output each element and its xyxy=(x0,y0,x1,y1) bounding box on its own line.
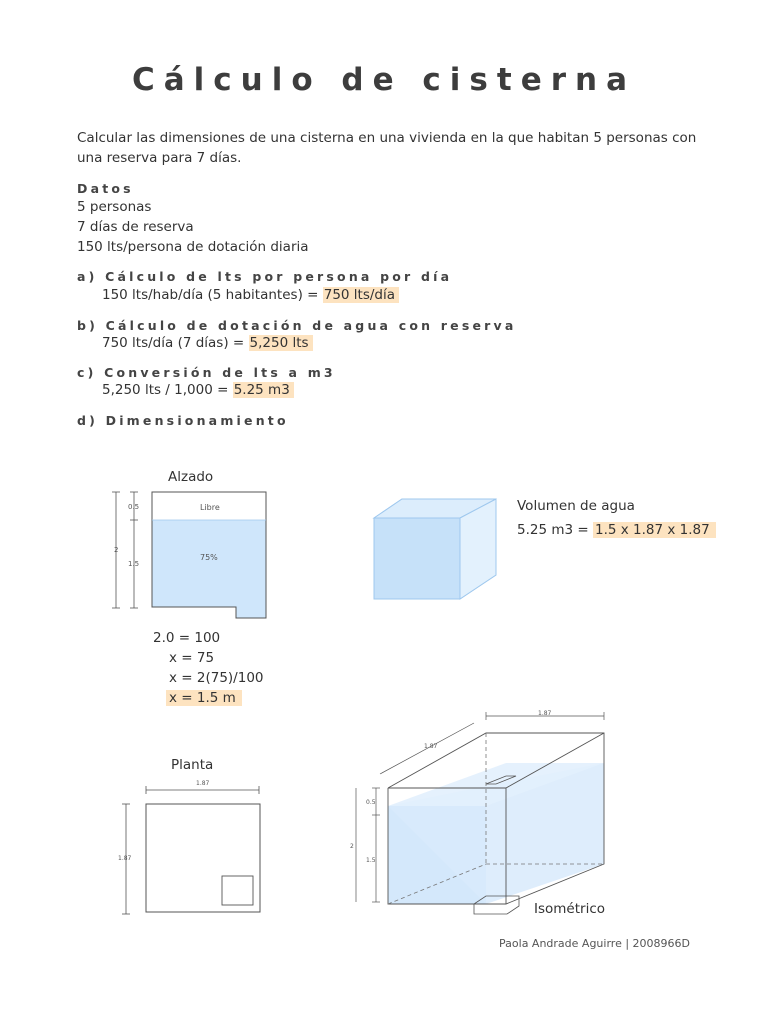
step-b-expr: 750 lts/día (7 días) = xyxy=(102,335,249,351)
alzado-dim-total: 2 xyxy=(114,546,119,554)
alzado-label: Alzado xyxy=(168,469,214,485)
alzado-diagram xyxy=(108,486,278,626)
alzado-water xyxy=(152,520,266,618)
planta-dim-top: 1.87 xyxy=(196,780,210,787)
alzado-pct-label: 75% xyxy=(200,553,218,562)
step-a-heading: a) Cálculo de lts por persona por día xyxy=(77,269,453,284)
planta-registro xyxy=(222,876,253,905)
volumen-expr: 5.25 m3 = xyxy=(517,522,593,538)
step-a-expr: 150 lts/hab/día (5 habitantes) = xyxy=(102,287,323,303)
calc-line-1: 2.0 = 100 xyxy=(153,630,221,646)
iso-dim-top: 1.87 xyxy=(538,710,552,717)
datos-item: 7 días de reserva xyxy=(77,219,194,235)
datos-heading: Datos xyxy=(77,181,134,196)
iso-label: Isométrico xyxy=(534,901,606,917)
iso-dim-total: 2 xyxy=(350,843,354,850)
step-d-heading: d) Dimensionamiento xyxy=(77,413,289,428)
intro-text xyxy=(77,128,696,168)
planta-dim-side: 1.87 xyxy=(118,855,132,862)
step-c-heading: c) Conversión de lts a m3 xyxy=(77,365,336,380)
calc-block xyxy=(153,628,264,708)
footer-author: Paola Andrade Aguirre | 2008966D xyxy=(499,937,690,950)
alzado-libre-label: Libre xyxy=(200,503,220,512)
datos-item: 150 lts/persona de dotación diaria xyxy=(77,239,309,255)
volumen-label: Volumen de agua xyxy=(517,498,635,514)
planta-label: Planta xyxy=(171,757,214,773)
intro-line-2: una reserva para 7 días. xyxy=(77,150,242,166)
calc-result: x = 1.5 m xyxy=(166,690,242,706)
page-title: Cálculo de cisterna xyxy=(131,62,637,98)
intro-line-1: Calcular las dimensiones de una cisterna en una vivienda en la que habitan 5 personas con xyxy=(77,130,697,146)
alzado-dim-top: 0.5 xyxy=(128,503,140,511)
datos-item: 5 personas xyxy=(77,199,152,215)
step-c-result: 5.25 m3 xyxy=(233,382,294,398)
step-a-result: 750 lts/día xyxy=(323,287,399,303)
step-c-expr: 5,250 lts / 1,000 = xyxy=(102,382,233,398)
alzado-dim-bottom: 1.5 xyxy=(128,560,140,568)
step-b-result: 5,250 lts xyxy=(249,335,313,351)
volumen-result: 1.5 x 1.87 x 1.87 xyxy=(593,522,716,538)
volumen-line xyxy=(517,520,716,540)
calc-line-2: x = 75 xyxy=(169,650,215,666)
isometric-diagram xyxy=(344,706,614,922)
planta-diagram xyxy=(112,776,272,918)
step-b-heading: b) Cálculo de dotación de agua con reserva xyxy=(77,318,517,333)
volume-cube xyxy=(368,492,508,607)
datos-list xyxy=(77,197,309,257)
iso-dim-b: 1.5 xyxy=(366,857,376,864)
step-c-line xyxy=(102,380,294,400)
calc-line-3: x = 2(75)/100 xyxy=(169,670,264,686)
step-b-line xyxy=(102,333,313,353)
step-a-line xyxy=(102,285,399,305)
iso-dim-diag: 1.87 xyxy=(424,743,438,750)
iso-dim-a: 0.5 xyxy=(366,799,376,806)
planta-outline xyxy=(146,804,260,912)
